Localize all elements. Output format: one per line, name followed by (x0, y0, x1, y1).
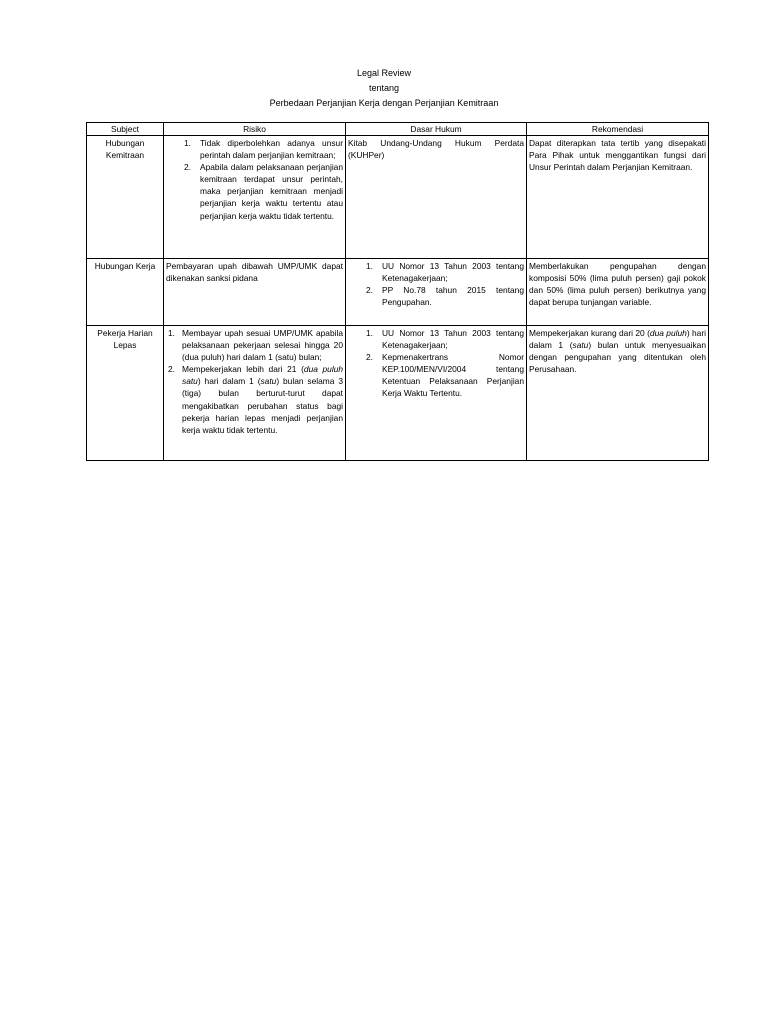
list-item (348, 284, 524, 308)
list-item (166, 137, 343, 161)
text-segment: Mempekerjakan lebih dari 21 ( (182, 364, 304, 375)
list-item (348, 327, 524, 351)
italic-segment: satu (260, 376, 277, 387)
list-item-text: UU Nomor 13 Tahun 2003 tentang Ketenagakerjaan; (382, 261, 524, 284)
header-subject: Subject (87, 123, 164, 136)
list-item (166, 363, 343, 436)
header-rekomendasi: Rekomendasi (527, 123, 709, 136)
text-segment: ) hari dalam 1 ( (529, 328, 706, 351)
document-title: Legal Review (356, 68, 412, 78)
document-header (0, 66, 768, 111)
document-subtitle: tentang (368, 83, 400, 93)
list-item (348, 260, 524, 284)
list-item-text: Tidak diperbolehkan adanya unsur perintah dalam perjanjian kemitraan; (200, 138, 343, 161)
list-number: 1. (184, 138, 191, 148)
list-number: 2. (366, 285, 373, 296)
table-row (87, 259, 709, 326)
cell-subject: Hubungan Kerja (87, 259, 164, 326)
list-item-text: UU Nomor 13 Tahun 2003 tentang Ketenagakerjaan; (382, 328, 524, 351)
header-dasar-hukum: Dasar Hukum (346, 123, 527, 136)
document-heading: Perbedaan Perjanjian Kerja dengan Perjanjian Kemitraan (269, 98, 499, 108)
text-segment: ) hari dalam 1 ( (197, 376, 261, 387)
dasar-hukum-list (348, 260, 524, 308)
list-number: 1. (168, 328, 175, 338)
italic-segment: dua puluh (649, 328, 687, 338)
cell-dasar-hukum (346, 259, 527, 326)
table-row (87, 136, 709, 259)
list-item (166, 161, 343, 221)
list-item-text: Membayar upah sesuai UMP/UMK apabila pelaksanaan pekerjaan selesai hingga 20 (dua puluh) hari dalam 1 (satu) bulan; (182, 328, 343, 363)
list-number: 2. (366, 352, 373, 363)
cell-dasar-hukum (346, 326, 527, 461)
cell-risiko (164, 326, 346, 461)
list-item (166, 327, 343, 363)
list-number: 1. (366, 261, 373, 271)
italic-segment: dua puluh satu (182, 364, 344, 387)
header-risiko: Risiko (164, 123, 346, 136)
list-number: 2. (168, 364, 175, 375)
text-segment: ) bulan selama 3 (tiga) bulan berturut-turut dapat mengakibatkan perubahan status bagi pekerja harian lepas menjadi perjanjian kerja waktu tidak tertentu. (182, 376, 343, 435)
cell-rekomendasi (527, 326, 709, 461)
table-row (87, 326, 709, 461)
list-number: 2. (184, 162, 191, 173)
list-item-text (182, 364, 343, 434)
text-segment: ) bulan untuk menyesuaikan dengan pengupahan yang ditentukan oleh Perusahaan. (529, 340, 706, 375)
cell-risiko: Pembayaran upah dibawah UMP/UMK dapat dikenakan sanksi pidana (164, 259, 346, 326)
cell-dasar-hukum: Kitab Undang-Undang Hukum Perdata (KUHPer) (346, 136, 527, 259)
cell-subject: Hubungan Kemitraan (87, 136, 164, 259)
legal-review-table (86, 122, 709, 461)
cell-rekomendasi: Memberlakukan pengupahan dengan komposisi 50% (lima puluh persen) gaji pokok dan 50% (lima puluh persen) berikutnya yang dapat berupa tunjangan variable. (527, 259, 709, 326)
list-item (348, 351, 524, 399)
cell-subject: Pekerja Harian Lepas (87, 326, 164, 461)
text-segment: Mempekerjakan kurang dari 20 ( (529, 328, 650, 338)
list-number: 1. (366, 328, 373, 338)
cell-risiko (164, 136, 346, 259)
list-item-text: PP No.78 tahun 2015 tentang Pengupahan. (382, 285, 524, 308)
cell-rekomendasi: Dapat diterapkan tata tertib yang disepakati Para Pihak untuk menggantikan fungsi dari Unsur Perintah dalam Perjanjian Kemitraan. (527, 136, 709, 259)
italic-segment: satu (572, 340, 589, 351)
dasar-hukum-list (348, 327, 524, 400)
table-header-row (87, 123, 709, 136)
risiko-list (166, 137, 343, 222)
list-item-text: Apabila dalam pelaksanaan perjanjian kemitraan terdapat unsur perintah, maka perjanjian kemitraan menjadi perjanjian kerja waktu tertentu atau perjanjian kerja waktu tidak tertentu. (200, 162, 343, 221)
list-item-text: Kepmenakertrans Nomor KEP.100/MEN/VI/2004 tentang Ketentuan Pelaksanaan Perjanjian Kerja Waktu Tertentu. (382, 352, 524, 399)
